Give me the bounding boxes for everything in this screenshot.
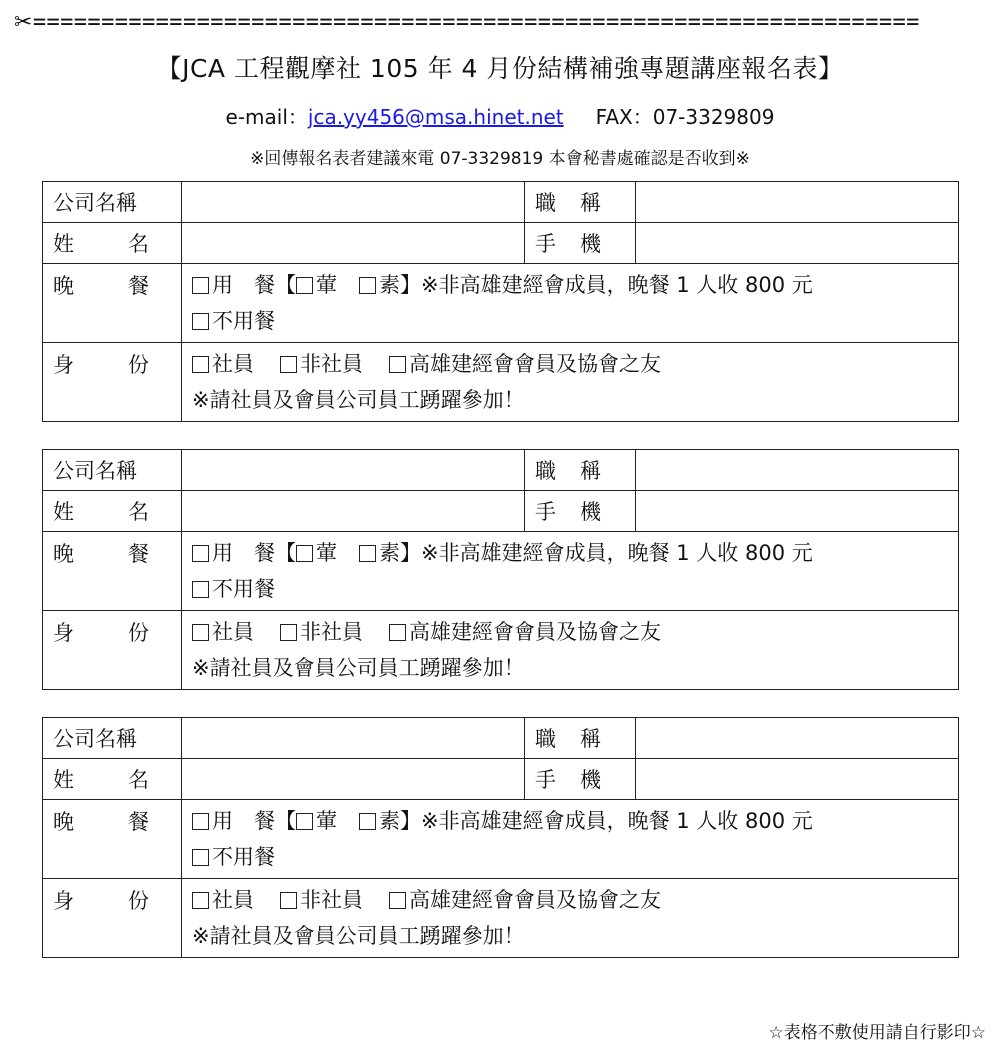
mobile-field[interactable]	[636, 491, 959, 532]
meat-checkbox[interactable]	[296, 545, 313, 562]
form-row-dinner	[43, 264, 959, 343]
form-row-dinner	[43, 800, 959, 879]
mobile-field[interactable]	[636, 759, 959, 800]
non-member-checkbox[interactable]	[280, 624, 297, 641]
non-member-checkbox[interactable]	[280, 892, 297, 909]
no-dinner-checkbox[interactable]	[192, 849, 209, 866]
encourage-note: ※請社員及會員公司員工踴躍參加！	[192, 924, 525, 948]
company-label: 公司名稱	[43, 182, 182, 223]
encourage-note: ※請社員及會員公司員工踴躍參加！	[192, 388, 525, 412]
job-title-label: 職 稱	[525, 182, 636, 223]
dinner-options: 用 餐【 葷 素】※非高雄建經會成員，晚餐 1 人收 800 元 不用餐	[182, 800, 959, 879]
form-row-identity	[43, 343, 959, 422]
mobile-field[interactable]	[636, 223, 959, 264]
identity-label: 身 份	[43, 611, 182, 690]
registration-form-3	[42, 717, 959, 958]
footer-note: ☆表格不敷使用請自行影印☆	[768, 1023, 986, 1043]
identity-options: 社員 非社員 高雄建經會會員及協會之友 ※請社員及會員公司員工踴躍參加！	[182, 879, 959, 958]
dinner-label: 晚 餐	[43, 264, 182, 343]
mobile-label: 手 機	[525, 759, 636, 800]
member-checkbox[interactable]	[192, 356, 209, 373]
fax-label: FAX：	[595, 105, 653, 129]
company-field[interactable]	[182, 182, 525, 223]
job-title-field[interactable]	[636, 718, 959, 759]
company-label: 公司名稱	[43, 718, 182, 759]
member-checkbox[interactable]	[192, 624, 209, 641]
member-checkbox[interactable]	[192, 892, 209, 909]
name-label: 姓 名	[43, 759, 182, 800]
form-row-identity	[43, 611, 959, 690]
job-title-field[interactable]	[636, 450, 959, 491]
form-row-name	[43, 759, 959, 800]
name-field[interactable]	[182, 223, 525, 264]
form-row-company	[43, 718, 959, 759]
non-member-checkbox[interactable]	[280, 356, 297, 373]
name-label: 姓 名	[43, 491, 182, 532]
meat-checkbox[interactable]	[296, 277, 313, 294]
dinner-label: 晚 餐	[43, 532, 182, 611]
form-row-company	[43, 450, 959, 491]
company-field[interactable]	[182, 450, 525, 491]
email-link[interactable]: jca.yy456@msa.hinet.net	[307, 105, 564, 129]
identity-options: 社員 非社員 高雄建經會會員及協會之友 ※請社員及會員公司員工踴躍參加！	[182, 343, 959, 422]
dinner-options: 用 餐【 葷 素】※非高雄建經會成員，晚餐 1 人收 800 元 不用餐	[182, 264, 959, 343]
contact-line	[0, 102, 1000, 132]
association-member-checkbox[interactable]	[389, 892, 406, 909]
dinner-label: 晚 餐	[43, 800, 182, 879]
confirmation-note: ※回傳報名表者建議來電 07-3329819 本會秘書處確認是否收到※	[250, 149, 750, 169]
dinner-eat-checkbox[interactable]	[192, 545, 209, 562]
name-label: 姓 名	[43, 223, 182, 264]
mobile-label: 手 機	[525, 491, 636, 532]
mobile-label: 手 機	[525, 223, 636, 264]
meat-checkbox[interactable]	[296, 813, 313, 830]
vegetarian-checkbox[interactable]	[359, 545, 376, 562]
job-title-label: 職 稱	[525, 718, 636, 759]
form-row-dinner	[43, 532, 959, 611]
cut-line	[14, 10, 974, 36]
form-row-identity	[43, 879, 959, 958]
registration-form-2	[42, 449, 959, 690]
name-field[interactable]	[182, 759, 525, 800]
form-row-company	[43, 182, 959, 223]
page-title: 【JCA 工程觀摩社 105 年 4 月份結構補強專題講座報名表】	[156, 54, 844, 83]
fax-number: 07-3329809	[652, 105, 775, 129]
encourage-note: ※請社員及會員公司員工踴躍參加！	[192, 656, 525, 680]
dinner-options: 用 餐【 葷 素】※非高雄建經會成員，晚餐 1 人收 800 元 不用餐	[182, 532, 959, 611]
identity-options: 社員 非社員 高雄建經會會員及協會之友 ※請社員及會員公司員工踴躍參加！	[182, 611, 959, 690]
company-label: 公司名稱	[43, 450, 182, 491]
registration-form-1	[42, 181, 959, 422]
email-label: e-mail：	[225, 105, 308, 129]
job-title-label: 職 稱	[525, 450, 636, 491]
company-field[interactable]	[182, 718, 525, 759]
no-dinner-checkbox[interactable]	[192, 581, 209, 598]
form-row-name	[43, 223, 959, 264]
vegetarian-checkbox[interactable]	[359, 813, 376, 830]
dinner-eat-checkbox[interactable]	[192, 277, 209, 294]
job-title-field[interactable]	[636, 182, 959, 223]
no-dinner-checkbox[interactable]	[192, 313, 209, 330]
dinner-eat-checkbox[interactable]	[192, 813, 209, 830]
scissors-icon: ✂	[14, 10, 33, 35]
association-member-checkbox[interactable]	[389, 356, 406, 373]
name-field[interactable]	[182, 491, 525, 532]
cut-dashes: =================================================================	[32, 10, 920, 35]
identity-label: 身 份	[43, 343, 182, 422]
vegetarian-checkbox[interactable]	[359, 277, 376, 294]
form-row-name	[43, 491, 959, 532]
association-member-checkbox[interactable]	[389, 624, 406, 641]
identity-label: 身 份	[43, 879, 182, 958]
